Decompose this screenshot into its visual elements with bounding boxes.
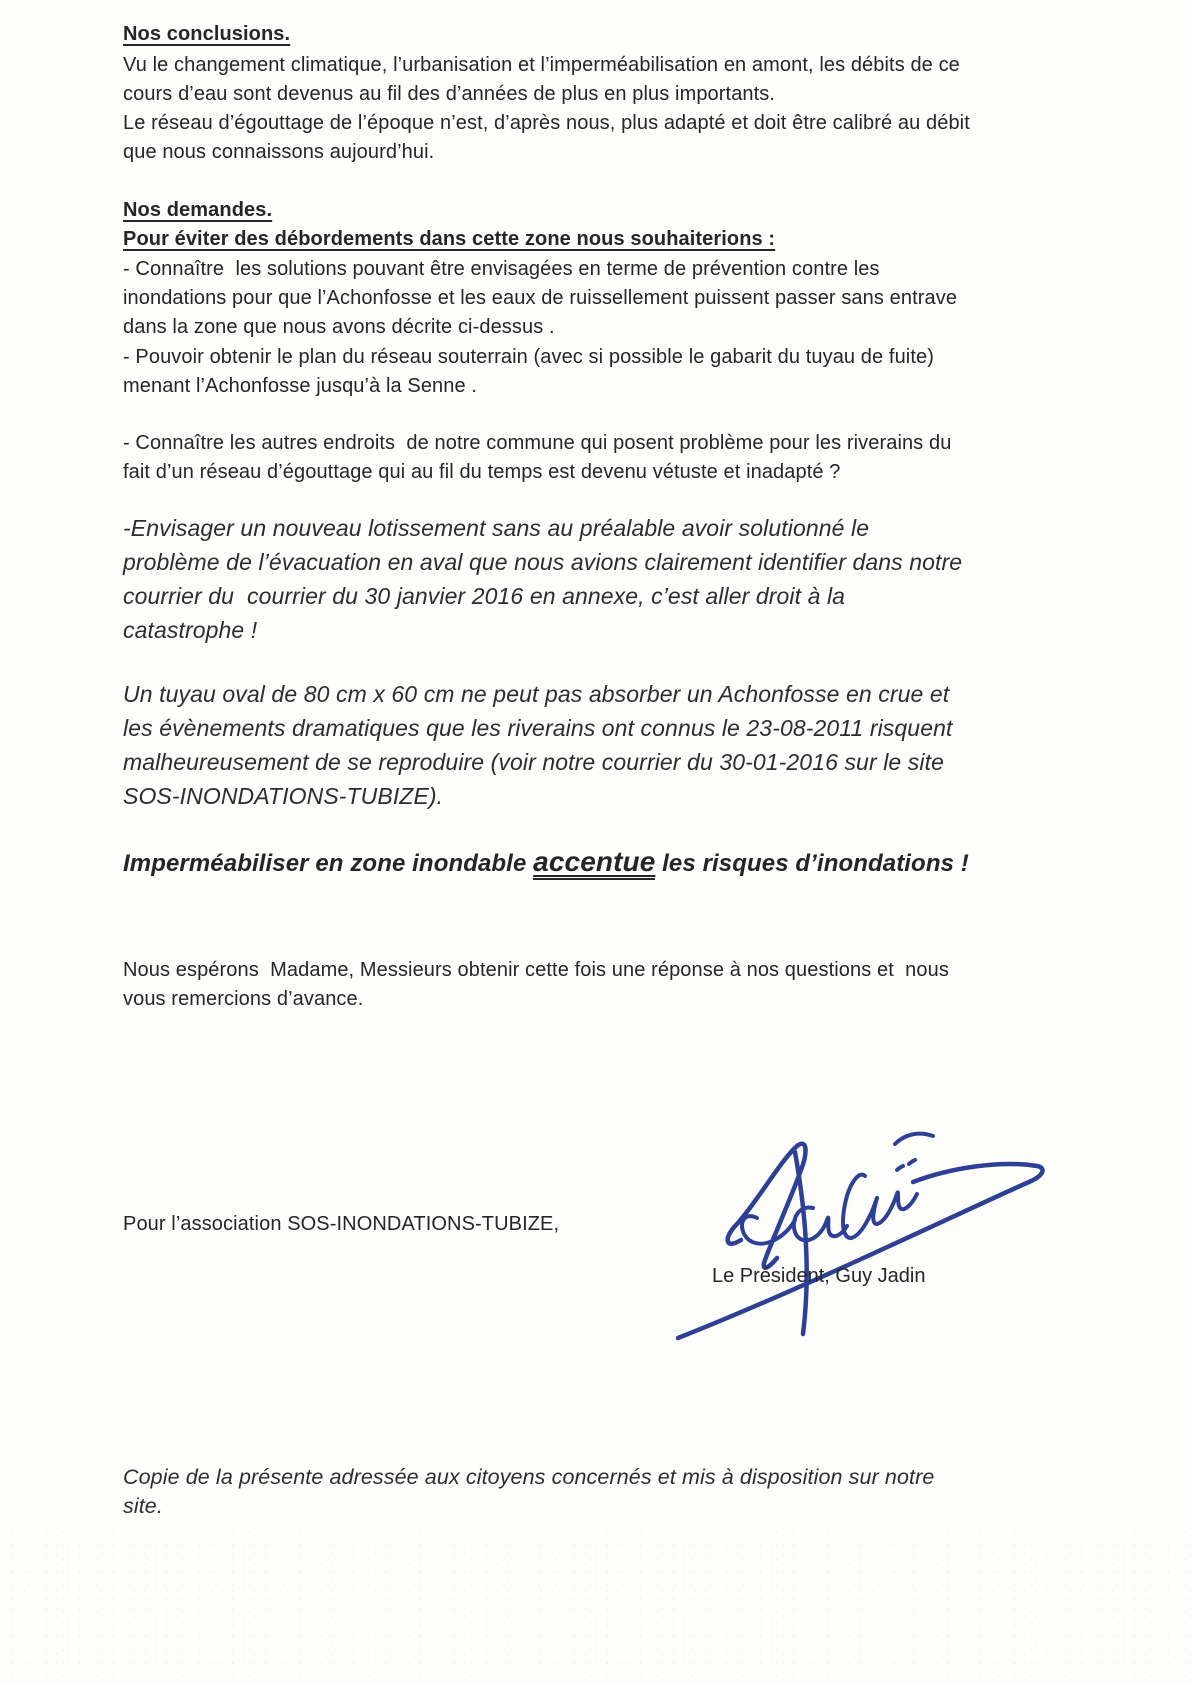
handwritten-signature	[645, 1048, 1055, 1350]
conclusions-paragraph-1: Vu le changement climatique, l’urbanisation et l’imperméabilisation en amont, les débits de ce cours d’eau sont devenus au fil des d’années de plus en plus importants.	[123, 54, 966, 105]
emphasis-prefix: Imperméabiliser en zone inondable	[123, 850, 534, 877]
president-line: Le Président, Guy Jadin	[712, 1265, 926, 1287]
demandes-heading: Nos demandes.	[123, 199, 273, 221]
demandes-item-1: - Connaître les solutions pouvant être envisagées en terme de prévention contre les inondations pour que l’Achonfosse et les eaux de ruissellement puissent passer sans entrave dans la zone que nous avons décrite ci-dessus .	[123, 258, 963, 338]
closing-paragraph: Nous espérons Madame, Messieurs obtenir cette fois une réponse à nos questions et nous vous remercions d’avance.	[123, 959, 955, 1010]
emphasis-line	[123, 845, 971, 881]
conclusions-heading: Nos conclusions.	[123, 23, 291, 45]
association-line: Pour l’association SOS-INONDATIONS-TUBIZE,	[123, 1213, 560, 1235]
emphasis-suffix: les risques d’inondations !	[655, 850, 969, 877]
warning-paragraph-1: -Envisager un nouveau lotissement sans au préalable avoir solutionné le problème de l’évacuation en aval que nous avions clairement identifier dans notre courrier du courrier du 30 janvier 2016 en annexe, c’est aller droit à la catastrophe !	[123, 515, 969, 643]
demandes-item-3: - Connaître les autres endroits de notre commune qui posent problème pour les riverains du fait d’un réseau d’égouttage qui au fil du temps est devenu vétuste et inadapté ?	[123, 432, 958, 483]
conclusions-paragraph-2: Le réseau d’égouttage de l’époque n’est, d’après nous, plus adapté et doit être calibré au débit que nous connaissons aujourd’hui.	[123, 112, 976, 163]
demandes-item-2: - Pouvoir obtenir le plan du réseau souterrain (avec si possible le gabarit du tuyau de fuite) menant l’Achonfosse jusqu’à la Senne .	[123, 346, 940, 397]
demandes-subheading: Pour éviter des débordements dans cette zone nous souhaiterions :	[123, 228, 776, 250]
warning-paragraph-2: Un tuyau oval de 80 cm x 60 cm ne peut pas absorber un Achonfosse en crue et les évènements dramatiques que les riverains ont connus le 23-08-2011 risquent malheureusement de se reproduire (voir notre courrier du 30-01-2016 sur le site SOS-INONDATIONS-TUBIZE).	[123, 681, 959, 809]
copy-note: Copie de la présente adressée aux citoyens concernés et mis à disposition sur notre site.	[123, 1465, 941, 1518]
emphasis-underlined-word: accentue	[533, 846, 655, 880]
